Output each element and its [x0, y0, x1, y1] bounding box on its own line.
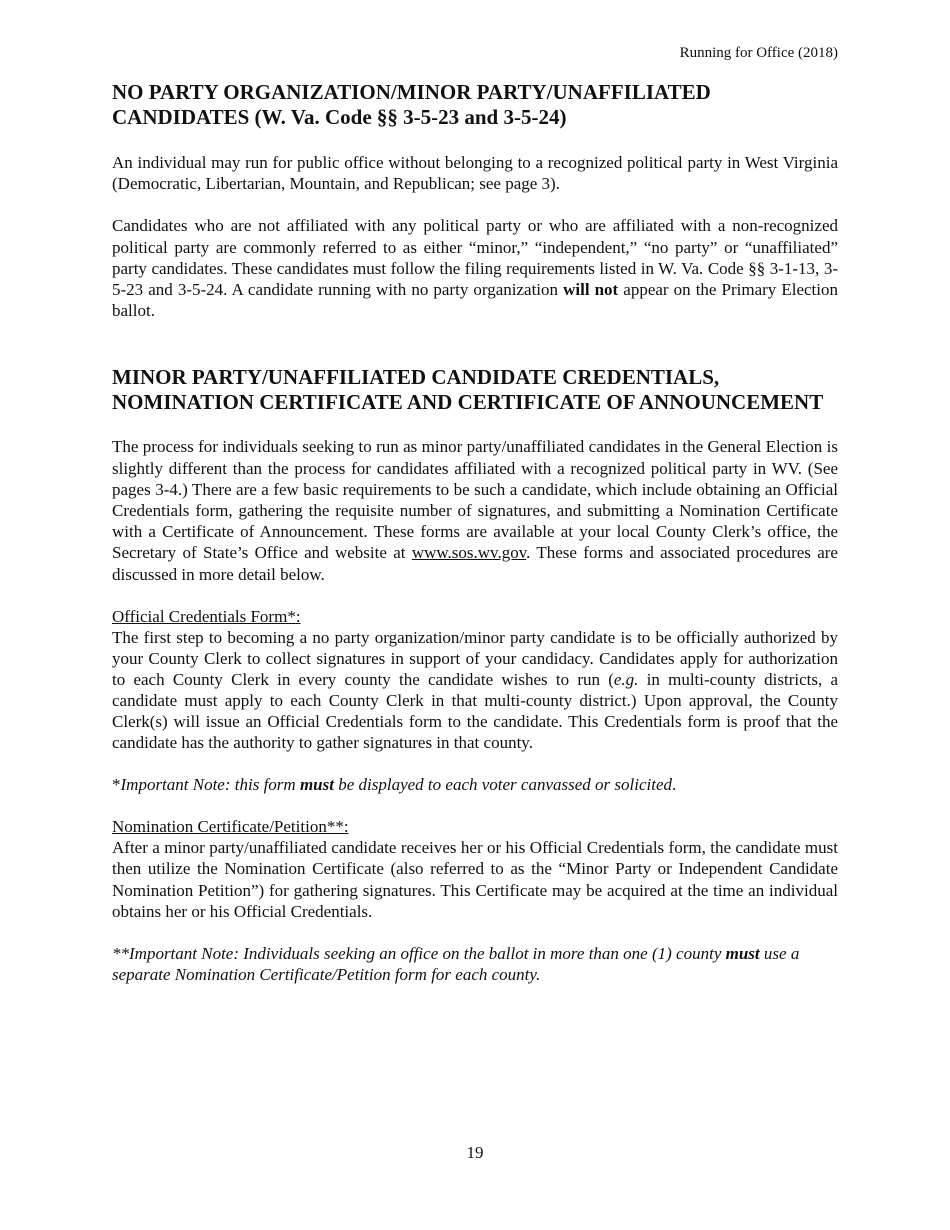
section-heading-credentials: MINOR PARTY/UNAFFILIATED CANDIDATE CREDENTIALS, NOMINATION CERTIFICATE AND CERTIFICATE OF ANNOUNCEMENT [112, 365, 824, 415]
will-not-emphasis: will not [563, 280, 619, 300]
credentials-body-end: in multi-county districts, a candidate must apply to each County Clerk in that multi-county district.) Upon approval, the County Clerk(s) will issue an Official Credentials form to the candidate. This Credentials form is proof that the candidate has the authority to gather signatures in that county. [112, 669, 838, 752]
nomination-subheading: Nomination Certificate/Petition**: [112, 817, 349, 837]
credentials-important-note [112, 774, 838, 795]
nomination-subsection [112, 816, 838, 922]
note-period: . [672, 774, 677, 794]
nomination-important-note [112, 943, 838, 985]
note-italic-text: Important Note: this form [120, 774, 300, 794]
intro-paragraph: An individual may run for public office without belonging to a recognized political party in West Virginia (Democratic, Libertarian, Mountain, and Republican; see page 3). [112, 153, 838, 194]
page-number: 19 [466, 1143, 484, 1162]
note-italic-text-end: be displayed to each voter canvassed or solicited [333, 774, 673, 794]
process-paragraph-text: The process for individuals seeking to run as minor party/unaffiliated candidates in the General Election is slightly different than the process for candidates affiliated with a recognized political party in WV. (See pages 3-4.) There are a few basic requirements to be such a candidate, which include obtaining an Official Credentials form, gathering the requisite number of signatures, and submitting a Nomination Certificate with a Certificate of Announcement. These forms are available at your local County Clerk’s office, the Secretary of State’s Office and website at [112, 437, 838, 563]
nomination-body-text: After a minor party/unaffiliated candidate receives her or his Official Credentials form, the candidate must then utilize the Nomination Certificate (also referred to as the “Minor Party or Independent Candidate Nomination Petition”) for gathering signatures. This Certificate may be acquired at the time an individual obtains her or his Official Credentials. [112, 838, 838, 921]
sos-website-link[interactable]: www.sos.wv.gov [411, 543, 527, 563]
process-paragraph [112, 436, 838, 584]
section-heading-no-party: NO PARTY ORGANIZATION/MINOR PARTY/UNAFFILIATED CANDIDATES (W. Va. Code §§ 3-5-23 and 3-5-24) [112, 80, 711, 129]
nomination-must-emphasis: must [725, 944, 760, 964]
candidates-paragraph-text: Candidates who are not affiliated with any political party or who are affiliated with a non-recognized political party are commonly referred to as either “minor,” “independent,” “no party” or “unaffiliated” party candidates. These candidates must follow the filing requirements listed in W. Va. Code §§ 3-1-13, 3-5-23 and 3-5-24. A candidate running with no party organization [112, 216, 838, 300]
process-paragraph-end: . These forms and associated procedures are discussed in more detail below. [112, 543, 838, 584]
credentials-subheading: Official Credentials Form*: [112, 606, 301, 626]
page-content [112, 80, 838, 985]
nomination-note-italic-end: use a separate Nomination Certificate/Petition form for each county. [112, 944, 800, 985]
candidates-paragraph [112, 215, 838, 321]
eg-abbreviation: e.g. [613, 669, 639, 689]
candidates-paragraph-end: appear on the Primary Election ballot. [112, 280, 838, 321]
must-emphasis: must [299, 774, 334, 794]
credentials-subsection [112, 606, 838, 753]
nomination-note-italic: **Important Note: Individuals seeking an office on the ballot in more than one (1) county [112, 944, 726, 964]
credentials-body-text: The first step to becoming a no party organization/minor party candidate is to be officially authorized by your County Clerk to collect signatures in support of your candidacy. Candidates apply for authorization to each County Clerk in every county the candidate wishes to run ( [112, 627, 838, 689]
running-header: Running for Office (2018) [679, 45, 838, 61]
note-asterisk: * [112, 774, 121, 794]
